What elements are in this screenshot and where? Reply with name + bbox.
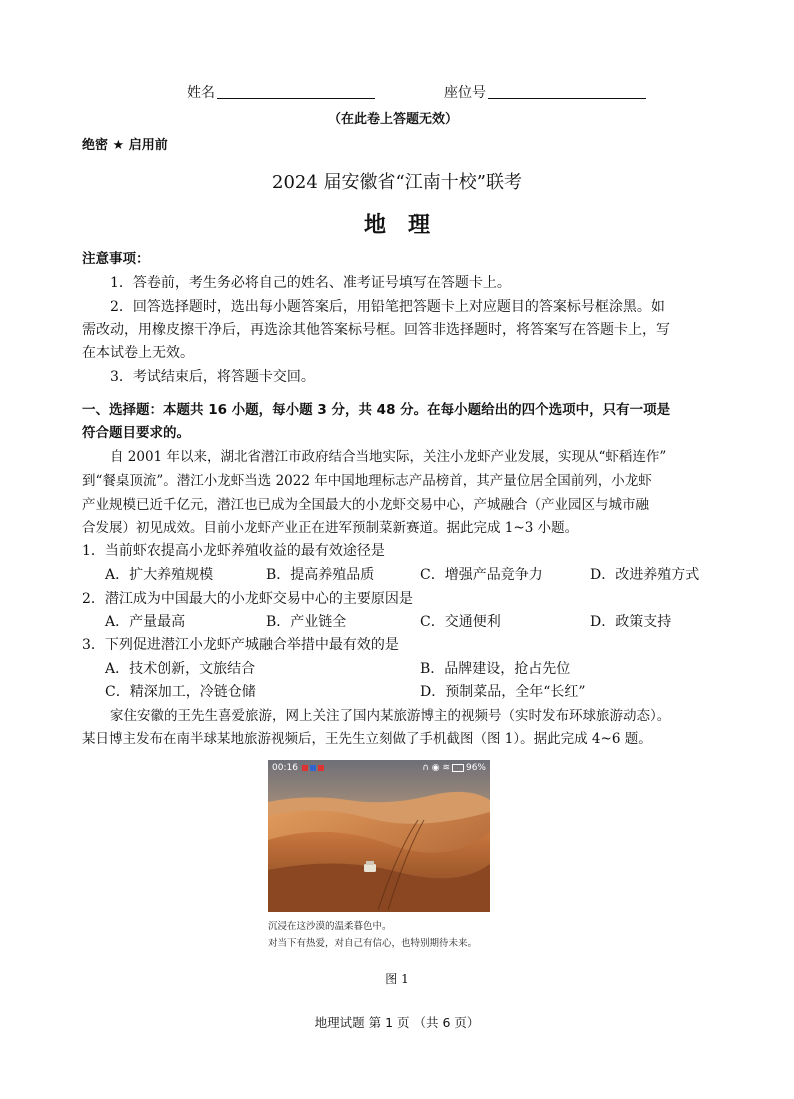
q3-option-c[interactable]: C．精深加工，冷链仓储 <box>105 684 256 700</box>
seat-blank[interactable] <box>488 84 646 99</box>
seat-field[interactable] <box>444 84 646 102</box>
battery-icon <box>452 764 464 772</box>
passage-line: 自 2001 年以来，湖北省潜江市政府结合当地实际，关注小龙虾产业发展，实现从“虾稻连作” <box>110 449 667 465</box>
section-heading-cont: 符合题目要求的。 <box>82 425 190 441</box>
q2-option-a[interactable]: A．产量最高 <box>105 614 186 630</box>
note-item: 2．回答选择题时，选出每小题答案后，用铅笔把答题卡上对应题目的答案标号框涂黑。如 <box>110 299 665 315</box>
question-stem: 3．下列促进潜江小龙虾产城融合举措中最有效的是 <box>82 637 399 653</box>
note-item: 1．答卷前，考生务必将自己的姓名、准考证号填写在答题卡上。 <box>110 275 511 291</box>
name-blank[interactable] <box>217 84 375 99</box>
figure-caption-line: 对当下有热爱，对自己有信心，也特别期待未来。 <box>268 938 478 949</box>
signal-wifi-icon: ∩ ◉ ≋ <box>422 763 450 773</box>
q3-option-d[interactable]: D．预制菜品，全年“长红” <box>420 684 586 700</box>
exam-title: 2024 届安徽省“江南十校”联考 <box>272 172 522 193</box>
passage-line: 某日博主发布在南半球某地旅游视频后，王先生立刻做了手机截图（图 1）。据此完成 4~6 题。 <box>82 731 652 747</box>
note-item: 需改动，用橡皮擦干净后，再选涂其他答案标号框。回答非选择题时，将答案写在答题卡上，写 <box>82 322 670 338</box>
app-notification-icon <box>310 765 316 771</box>
q2-option-d[interactable]: D．政策支持 <box>590 614 672 630</box>
page-footer: 地理试题 第 1 页 （共 6 页） <box>314 1015 480 1030</box>
q2-option-c[interactable]: C．交通便利 <box>420 614 501 630</box>
vehicle-icon <box>364 864 376 872</box>
note-item: 在本试卷上无效。 <box>82 345 194 361</box>
section-heading: 一、选择题：本题共 16 小题，每小题 3 分，共 48 分。在每小题给出的四个选项中，只有一项是 <box>82 402 671 418</box>
battery-percent: 96% <box>465 763 486 773</box>
subject-title: 地 理 <box>363 213 430 238</box>
q2-option-b[interactable]: B．产业链全 <box>266 614 347 630</box>
app-notification-icon <box>318 765 324 771</box>
q3-option-a[interactable]: A．技术创新，文旅结合 <box>105 661 256 677</box>
figure-caption-line: 沉浸在这沙漠的温柔暮色中。 <box>268 921 392 932</box>
figure-label: 图 1 <box>385 972 409 986</box>
passage-line: 合发展）初见成效。目前小龙虾产业正在进军预制菜新赛道。据此完成 1~3 小题。 <box>82 520 579 536</box>
q1-option-b[interactable]: B．提高养殖品质 <box>266 567 375 583</box>
name-label: 姓名 <box>187 85 215 101</box>
question-stem: 2．潜江成为中国最大的小龙虾交易中心的主要原因是 <box>82 591 413 607</box>
secret-label: 绝密 ★ 启用前 <box>82 138 168 153</box>
q1-option-c[interactable]: C．增强产品竞争力 <box>420 567 543 583</box>
seat-label: 座位号 <box>444 85 486 101</box>
passage-line: 家住安徽的王先生喜爱旅游，网上关注了国内某旅游博主的视频号（实时发布环球旅游动态）。 <box>110 708 671 724</box>
q1-option-a[interactable]: A．扩大养殖规模 <box>105 567 214 583</box>
q3-option-b[interactable]: B．品牌建设，抢占先位 <box>420 661 571 677</box>
q1-option-d[interactable]: D．改进养殖方式 <box>590 567 700 583</box>
note-item: 3．考试结束后，将答题卡交回。 <box>110 369 315 385</box>
passage-line: 到“餐桌顶流”。潜江小龙虾当选 2022 年中国地理标志产品榜首，其产量位居全国前列，小龙虾 <box>82 473 652 489</box>
invalid-note: （在此卷上答题无效） <box>328 112 459 127</box>
notes-heading: 注意事项： <box>82 251 150 267</box>
question-stem: 1．当前虾农提高小龙虾养殖收益的最有效途径是 <box>82 543 385 559</box>
status-time: 00:16 <box>272 763 298 773</box>
name-field[interactable] <box>187 84 375 102</box>
passage-line: 产业规模已近千亿元，潜江也已成为全国最大的小龙虾交易中心，产城融合（产业园区与城市融 <box>82 497 649 513</box>
app-notification-icon <box>302 765 308 771</box>
phone-status-bar <box>268 760 490 776</box>
desert-screenshot <box>268 760 490 912</box>
desert-photo-image <box>268 760 490 912</box>
